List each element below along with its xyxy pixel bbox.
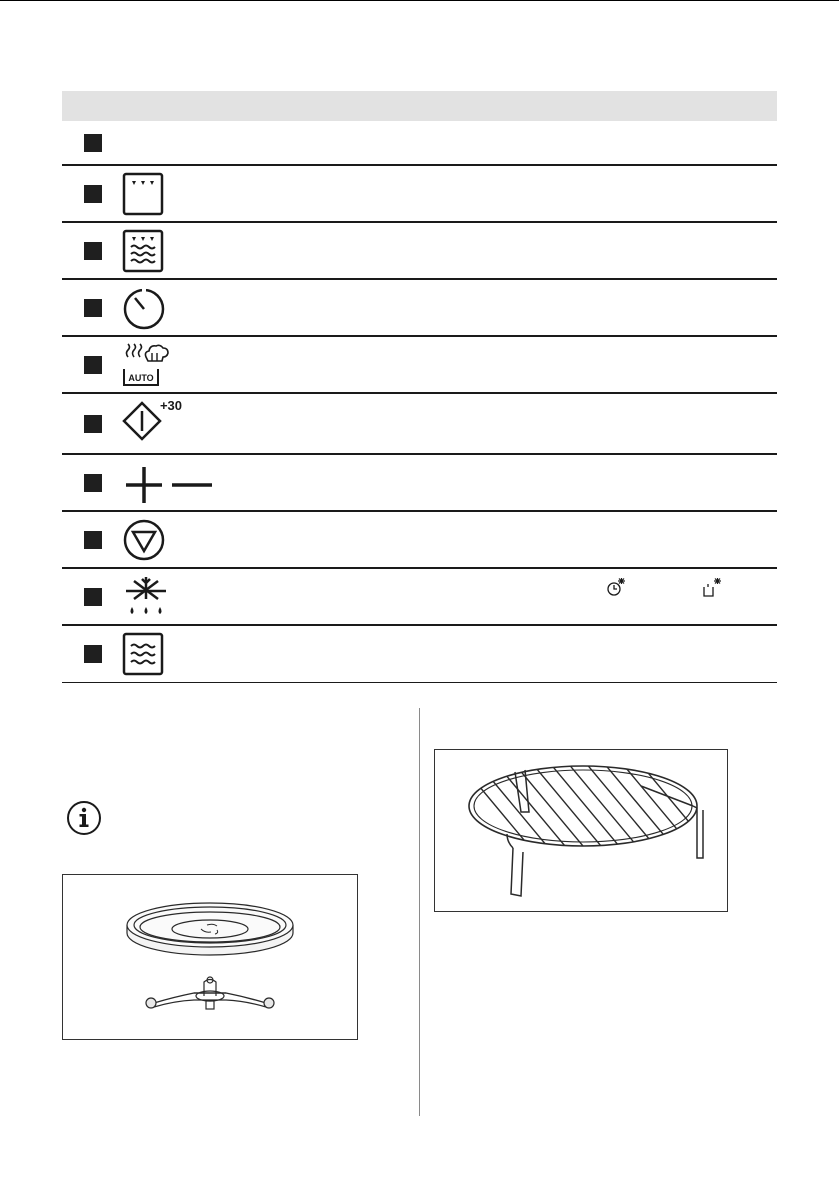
row-marker xyxy=(84,242,102,260)
table-row xyxy=(62,223,777,280)
row-marker xyxy=(84,531,102,549)
row-marker xyxy=(84,356,102,374)
row-marker xyxy=(84,474,102,492)
row-marker xyxy=(84,185,102,203)
plus-30-label: +30 xyxy=(159,398,183,413)
defrost-by-time-icon xyxy=(606,577,626,602)
timer-icon xyxy=(122,286,166,330)
table-header-band xyxy=(62,91,777,121)
column-divider xyxy=(419,708,420,1116)
table-row xyxy=(62,394,777,455)
top-rule xyxy=(0,0,839,1)
control-panel-table xyxy=(62,91,777,683)
table-row xyxy=(62,166,777,223)
defrost-by-weight-icon xyxy=(702,577,722,602)
table-row xyxy=(62,569,777,626)
row-marker xyxy=(84,645,102,663)
table-row xyxy=(62,626,777,683)
table-row xyxy=(62,512,777,569)
start-plus-30-icon xyxy=(122,399,186,445)
microwave-icon xyxy=(122,632,164,676)
combi-microwave-grill-icon xyxy=(122,229,164,273)
plus-minus-icon xyxy=(122,461,214,505)
auto-label: AUTO xyxy=(128,372,154,383)
info-icon xyxy=(66,800,102,841)
row-marker xyxy=(84,134,102,152)
turntable-and-roller-support-illustration xyxy=(62,874,358,1040)
stop-icon xyxy=(122,518,166,562)
row-marker xyxy=(84,415,102,433)
row-marker xyxy=(84,299,102,317)
wire-rack-illustration xyxy=(434,749,728,912)
oven-top-heat-icon xyxy=(122,172,164,216)
table-row xyxy=(62,121,777,166)
defrost-icon xyxy=(122,575,170,619)
table-row xyxy=(62,337,777,394)
row-marker xyxy=(84,588,102,606)
auto-steam-cooking-icon xyxy=(122,343,172,387)
table-row xyxy=(62,280,777,337)
table-row xyxy=(62,455,777,512)
